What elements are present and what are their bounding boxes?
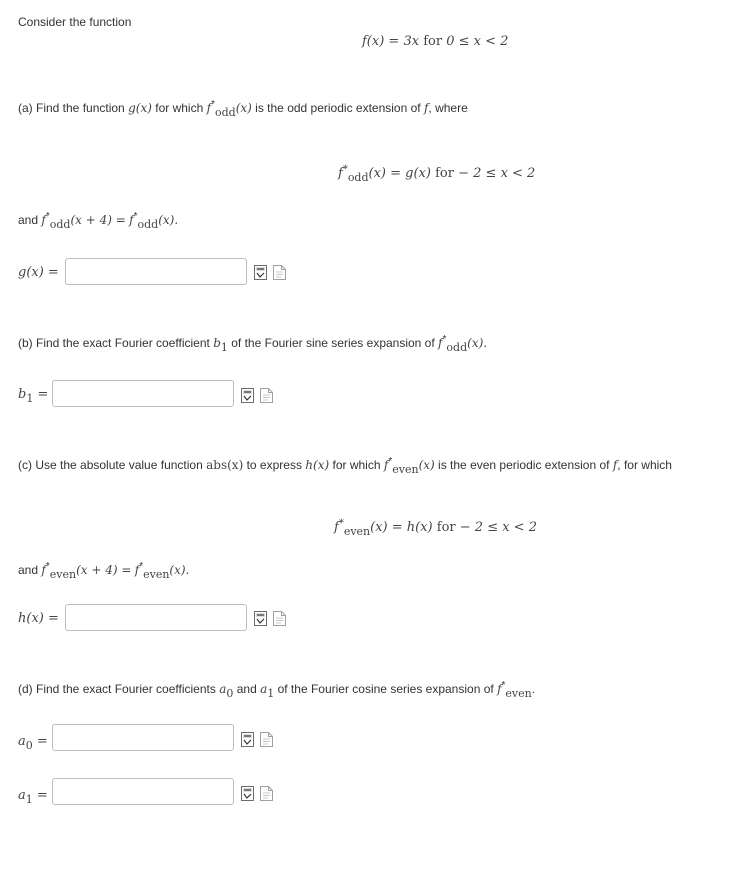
- g-answer-input[interactable]: [65, 258, 247, 285]
- a0-answer-input[interactable]: [52, 724, 234, 751]
- part-d-question: (d) Find the exact Fourier coefficients a0 and a1 of the Fourier cosine series expansion of f*even.: [18, 680, 536, 700]
- g-input-label: g(x) =: [18, 265, 59, 280]
- formula-editor-icon[interactable]: [254, 611, 267, 626]
- a1-input-label: $a_1$ =: [18, 788, 48, 806]
- intro-text: Consider the function: [18, 15, 132, 29]
- b1-input-label: $b_1$ =: [18, 387, 49, 405]
- h-answer-input[interactable]: [65, 604, 247, 631]
- b1-answer-input[interactable]: [52, 380, 234, 407]
- function-definition: f(x) = 3x for 0 ≤ x < 2: [362, 34, 509, 49]
- formula-editor-icon[interactable]: [254, 265, 267, 280]
- part-b-question: (b) Find the exact Fourier coefficient b1 of the Fourier sine series expansion of f*odd(x).: [18, 334, 488, 354]
- part-c-question: (c) Use the absolute value function abs(x) to express h(x) for which f*even(x) is the even periodic extension of f, for which: [18, 456, 672, 476]
- preview-icon[interactable]: [273, 611, 286, 626]
- preview-icon[interactable]: [260, 732, 273, 747]
- preview-icon[interactable]: [260, 388, 273, 403]
- formula-editor-icon[interactable]: [241, 786, 254, 801]
- part-c-periodicity: and f*even(x + 4) = f*even(x).: [18, 561, 190, 581]
- preview-icon[interactable]: [273, 265, 286, 280]
- formula-editor-icon[interactable]: [241, 388, 254, 403]
- part-a-odd-extension-equation: $f^*_{odd}(x) = g(x)$ for − 2 ≤ x < 2: [338, 164, 536, 184]
- part-a-periodicity: and f*odd(x + 4) = f*odd(x).: [18, 211, 179, 231]
- h-input-label: h(x) =: [18, 611, 59, 626]
- part-c-even-extension-equation: $f^*_{even}(x) = h(x)$ for − 2 ≤ x < 2: [334, 518, 537, 538]
- formula-editor-icon[interactable]: [241, 732, 254, 747]
- preview-icon[interactable]: [260, 786, 273, 801]
- a0-input-label: $a_0$ =: [18, 734, 48, 752]
- part-a-question: (a) Find the function g(x) for which f*odd(x) is the odd periodic extension of f, where: [18, 99, 468, 119]
- a1-answer-input[interactable]: [52, 778, 234, 805]
